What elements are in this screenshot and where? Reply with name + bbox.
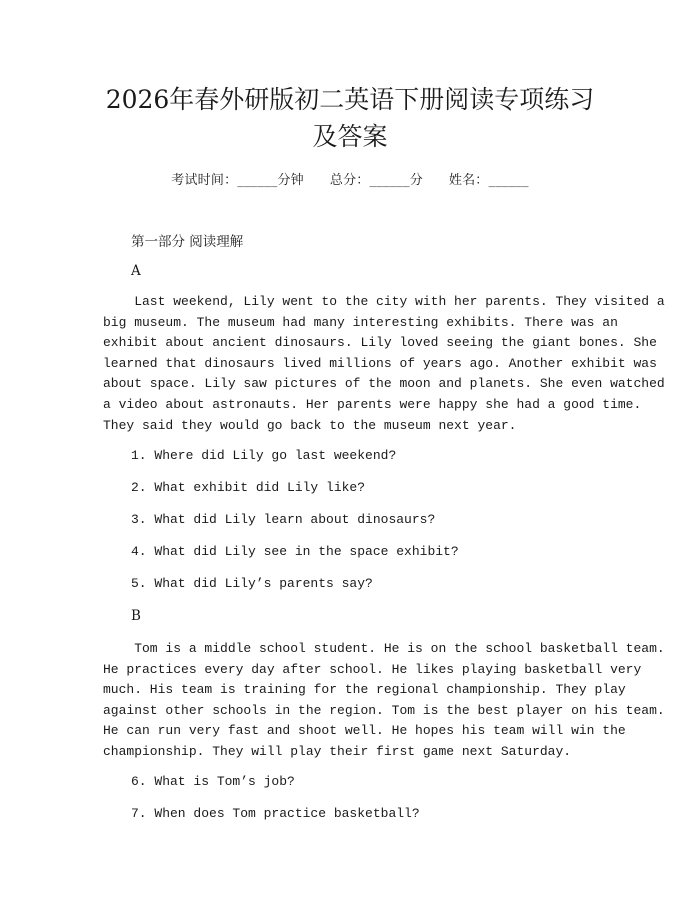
passage-line: They said they would go back to the museum next year. [103, 417, 517, 433]
passage-line: Tom is a middle school student. He is on the school basketball team. [103, 641, 665, 656]
passage-line: learned that dinosaurs lived millions of years ago. Another exhibit was [103, 355, 657, 371]
question-6: 6. What is Tom’s job? [131, 774, 295, 789]
passage-line: much. His team is training for the regional championship. They play [103, 682, 626, 698]
exam-time-field: 考试时间：______分钟 [171, 173, 304, 188]
document-title-line1: 2026年春外研版初二英语下册阅读专项练习 [105, 85, 595, 114]
question-2: 2. What exhibit did Lily like? [131, 480, 366, 495]
passage-line: about space. Lily saw pictures of the moon and planets. She even watched [103, 376, 665, 392]
passage-a-text [103, 292, 665, 436]
passage-line: exhibit about ancient dinosaurs. Lily loved seeing the giant bones. She [103, 335, 657, 351]
question-4: 4. What did Lily see in the space exhibit? [131, 544, 459, 559]
question-5: 5. What did Lily’s parents say? [131, 576, 373, 591]
passage-line: a video about astronauts. Her parents were happy she had a good time. [103, 396, 642, 412]
passage-a-label: A [131, 263, 141, 279]
document-title-line2: 及答案 [312, 122, 388, 151]
passage-line: championship. They will play their first game next Saturday. [103, 743, 572, 759]
question-3: 3. What did Lily learn about dinosaurs? [131, 512, 436, 527]
passage-b-label: B [131, 608, 141, 624]
question-1: 1. Where did Lily go last weekend? [131, 448, 397, 463]
exam-info-row [0, 169, 700, 188]
question-7: 7. When does Tom practice basketball? [131, 806, 420, 821]
passage-line: against other schools in the region. Tom is the best player on his team. [103, 702, 665, 718]
passage-line: He can run very fast and shoot well. He hopes his team will win the [103, 723, 626, 739]
passage-line: big museum. The museum had many interesting exhibits. There was an [103, 314, 618, 330]
passage-b-text [103, 639, 665, 763]
part-heading: 第一部分 阅读理解 [131, 234, 244, 250]
passage-line: Last weekend, Lily went to the city with her parents. They visited a [103, 294, 665, 309]
total-score-field: 总分：______分 [329, 173, 423, 188]
passage-line: He practices every day after school. He likes playing basketball very [103, 661, 642, 677]
name-field: 姓名：______ [448, 173, 529, 188]
